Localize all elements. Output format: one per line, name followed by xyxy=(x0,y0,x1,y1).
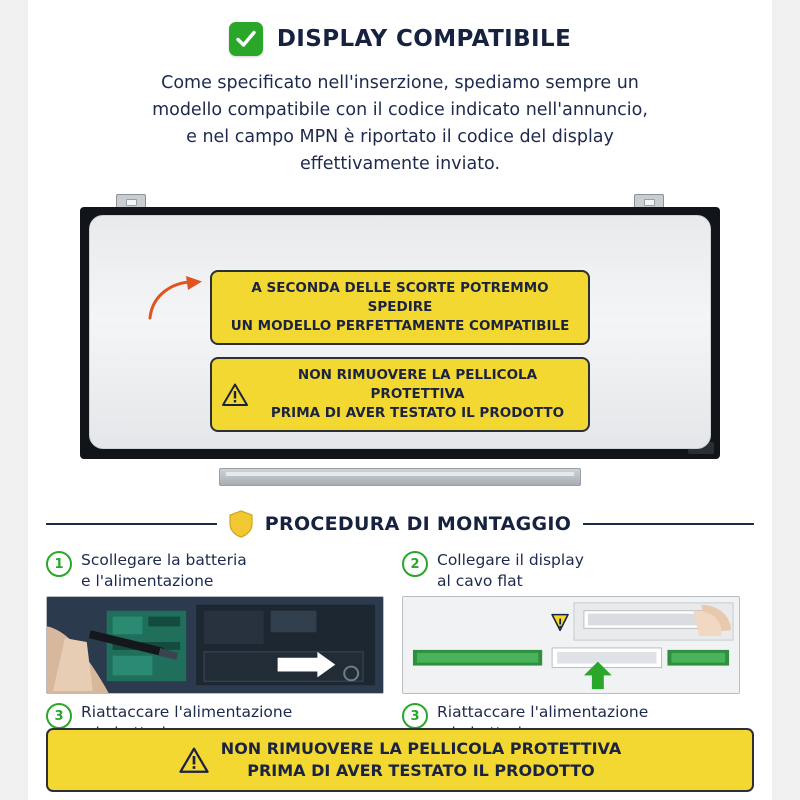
page-content xyxy=(28,0,772,800)
curved-arrow-icon xyxy=(146,274,210,320)
page-title: DISPLAY COMPATIBILE xyxy=(276,26,572,52)
step-number-badge: 1 xyxy=(46,551,72,577)
step-item xyxy=(46,550,384,596)
notice-compatible-line-1: A SECONDA DELLE SCORTE POTREMMO SPEDIRE xyxy=(251,280,549,315)
notice-protective-film xyxy=(210,357,590,432)
warning-triangle-icon xyxy=(222,383,248,407)
intro-paragraph xyxy=(80,70,720,178)
divider-right xyxy=(583,523,754,525)
step-label-line-2: e l'alimentazione xyxy=(81,572,214,590)
intro-line-1: Come specificato nell'inserzione, spediamo sempre un xyxy=(161,73,639,93)
step-number-badge: 3 xyxy=(402,703,428,729)
step-label-line-1: Collegare il display xyxy=(437,551,584,569)
shield-icon xyxy=(229,510,253,538)
footer-warning-line-1: NON RIMUOVERE LA PELLICOLA PROTETTIVA xyxy=(220,739,622,758)
procedure-column-left xyxy=(46,550,384,748)
intro-line-4: effettivamente inviato. xyxy=(299,154,501,174)
procedure-steps xyxy=(46,550,754,748)
panel-screen-surface xyxy=(89,215,711,449)
step-number-badge: 2 xyxy=(402,551,428,577)
page-right-margin xyxy=(772,0,800,800)
notice-film-line-2: PRIMA DI AVER TESTATO IL PRODOTTO xyxy=(270,405,565,421)
footer-warning-banner xyxy=(46,728,754,792)
footer-warning-text xyxy=(221,738,621,782)
procedure-column-right xyxy=(402,550,740,748)
header xyxy=(28,22,772,56)
divider-left xyxy=(46,523,217,525)
flat-cable-connection-photo xyxy=(402,596,740,694)
step-number-badge: 3 xyxy=(46,703,72,729)
laptop-motherboard-photo xyxy=(46,596,384,694)
step-label xyxy=(437,550,584,592)
step-label-line-1: Scollegare la batteria xyxy=(81,551,247,569)
notice-compatible-model xyxy=(210,270,590,345)
intro-line-3: e nel campo MPN è riportato il codice del display xyxy=(186,127,614,147)
footer-warning-line-2: PRIMA DI AVER TESTATO IL PRODOTTO xyxy=(247,761,595,780)
procedure-title: PROCEDURA DI MONTAGGIO xyxy=(264,513,572,535)
notice-film-line-1: NON RIMUOVERE LA PELLICOLA PROTETTIVA xyxy=(297,367,538,402)
step-item xyxy=(402,550,740,596)
step-label-line-1: Riattaccare l'alimentazione xyxy=(81,703,293,721)
panel-bezel xyxy=(80,207,720,459)
procedure-section-header xyxy=(46,510,754,538)
display-panel-illustration xyxy=(80,194,720,494)
warning-triangle-icon xyxy=(179,747,209,774)
intro-line-2: modello compatibile con il codice indicato nell'annuncio, xyxy=(152,100,648,120)
page-left-margin xyxy=(0,0,28,800)
step-label xyxy=(81,550,247,592)
step-label-line-1: Riattaccare l'alimentazione xyxy=(437,703,649,721)
panel-bottom-strip xyxy=(219,468,581,486)
step-label-line-2: al cavo flat xyxy=(437,572,523,590)
green-check-icon xyxy=(229,22,263,56)
notice-compatible-line-2: UN MODELLO PERFETTAMENTE COMPATIBILE xyxy=(230,318,570,334)
